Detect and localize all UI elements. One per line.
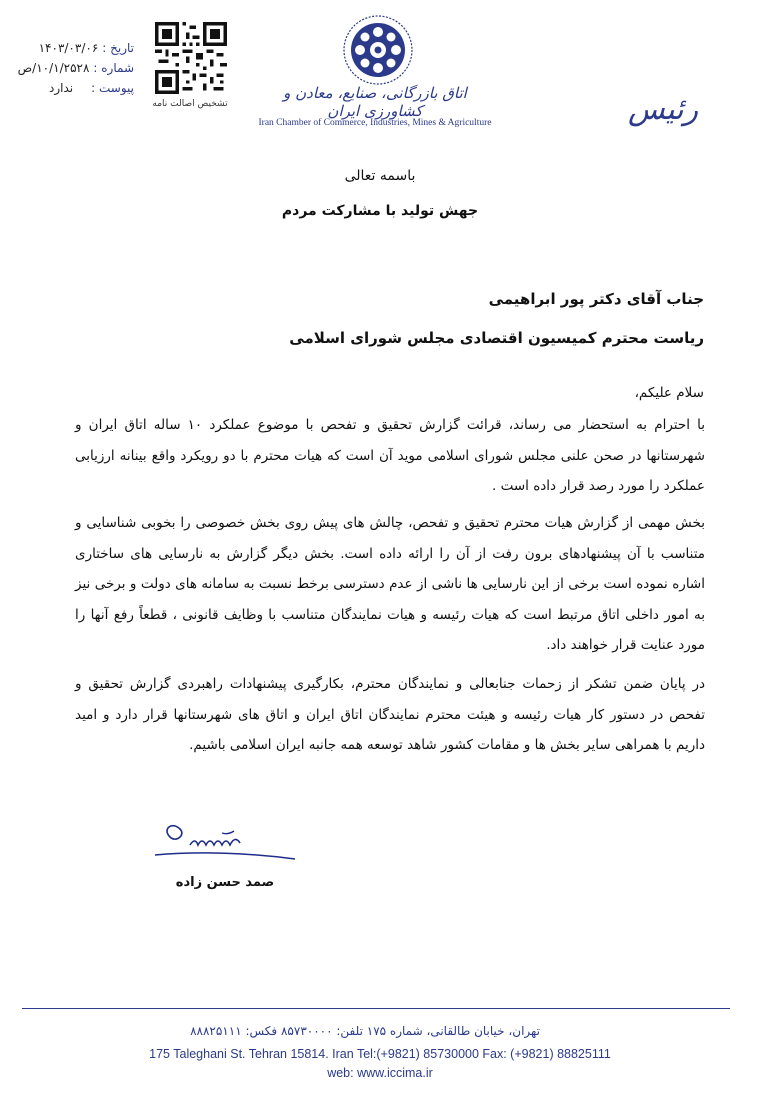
organization-name-fa: اتاق بازرگانی، صنایع، معادن و کشاورزی ایران <box>283 84 467 120</box>
addressee-title: ریاست محترم کمیسیون اقتصادی مجلس شورای اسلامی <box>289 329 704 347</box>
slogan: جهش تولید با مشارکت مردم <box>281 203 479 219</box>
paragraph-2: بخش مهمی از گزارش هیات محترم تحقیق و تفحص، چالش های پیش روی بخش خصوصی را بخوبی شناسایی و متناسب با آن پیشنهادهای برون رفت از آن را ارائه داده است. بخش دیگر گزارش به نارسایی های ساختاری اشاره نموده است برخی از این نارسایی ها ناشی از عدم دسترسی برخط نسبت به سامانه های دولت و برخی نیز به امور داخلی اتاق مرتبط است که هیات رئیسه و هیات نمایندگان متناسب با وظایف قانونی ، قطعاً رفع آنها را مورد عنایت قرار خواهند داد. <box>75 515 705 653</box>
paragraph-3: در پایان ضمن تشکر از زحمات جنابعالی و نمایندگان محترم، بکارگیری پیشنهادات راهبردی گزارش تحقیق و تفحص در دستور کار هیات رئیسه و هیئت محترم نمایندگان اتاق ایران و اتاق های شهرستانها قرار دارد و امید داریم با همراهی سایر بخش ها و مقامات کشور شاهد توسعه همه جانبه ایران اسلامی باشیم. <box>75 676 705 753</box>
date-label: تاریخ : <box>102 41 134 55</box>
footer-address-fa: تهران، خیابان طالقانی، شماره ۱۷۵ تلفن: ۸۵۷۳۰۰۰۰ فکس: ۸۸۸۲۵۱۱۱ <box>190 1024 540 1038</box>
position-title-text: رئیس <box>628 92 699 127</box>
qr-caption: تشخیص اصالت نامه <box>152 99 228 109</box>
attachment-label: پیوست : <box>91 81 134 95</box>
date-row <box>22 38 134 58</box>
letter-meta <box>17 38 134 98</box>
attachment-row <box>22 78 134 98</box>
addressee-name: جناب آقای دکتر پور ابراهیمی <box>488 290 704 308</box>
footer-divider <box>22 1008 730 1009</box>
footer-address-en: 175 Taleghani St. Tehran 15814. Iran Tel:(+9821) 85730000 Fax: (+9821) 88825111 <box>149 1047 611 1061</box>
number-row <box>17 58 134 78</box>
signer-name: صمد حسن زاده <box>175 875 275 890</box>
date-value: ۱۴۰۳/۰۳/۰۶ <box>38 41 99 55</box>
attachment-value: ندارد <box>49 81 74 95</box>
number-label: شماره : <box>93 61 134 75</box>
number-value: ۱۰/۱/۲۵۲۸/ص <box>17 61 90 75</box>
greeting: سلام علیکم، <box>634 385 704 401</box>
position-title <box>628 92 708 132</box>
footer-website: web: www.iccima.ir <box>327 1066 433 1080</box>
signature-icon <box>150 815 300 875</box>
organization-name-en: Iran Chamber of Commerce, Industries, Mines & Agriculture <box>258 118 492 128</box>
paragraph-1: با احترام به استحضار می رساند، قرائت گزارش تحقیق و تفحص با موضوع عملکرد ۱۰ ساله اتاق ایران و شهرستانها در صحن علنی مجلس شورای اسلامی موید آن است که هیات محترم با دو رویکرد واقع بینانه ارزیابی عملکرد را مورد رصد قرار داده است . <box>75 417 705 494</box>
qr-code-icon <box>155 22 227 94</box>
invocation: باسمه تعالی <box>344 168 416 184</box>
